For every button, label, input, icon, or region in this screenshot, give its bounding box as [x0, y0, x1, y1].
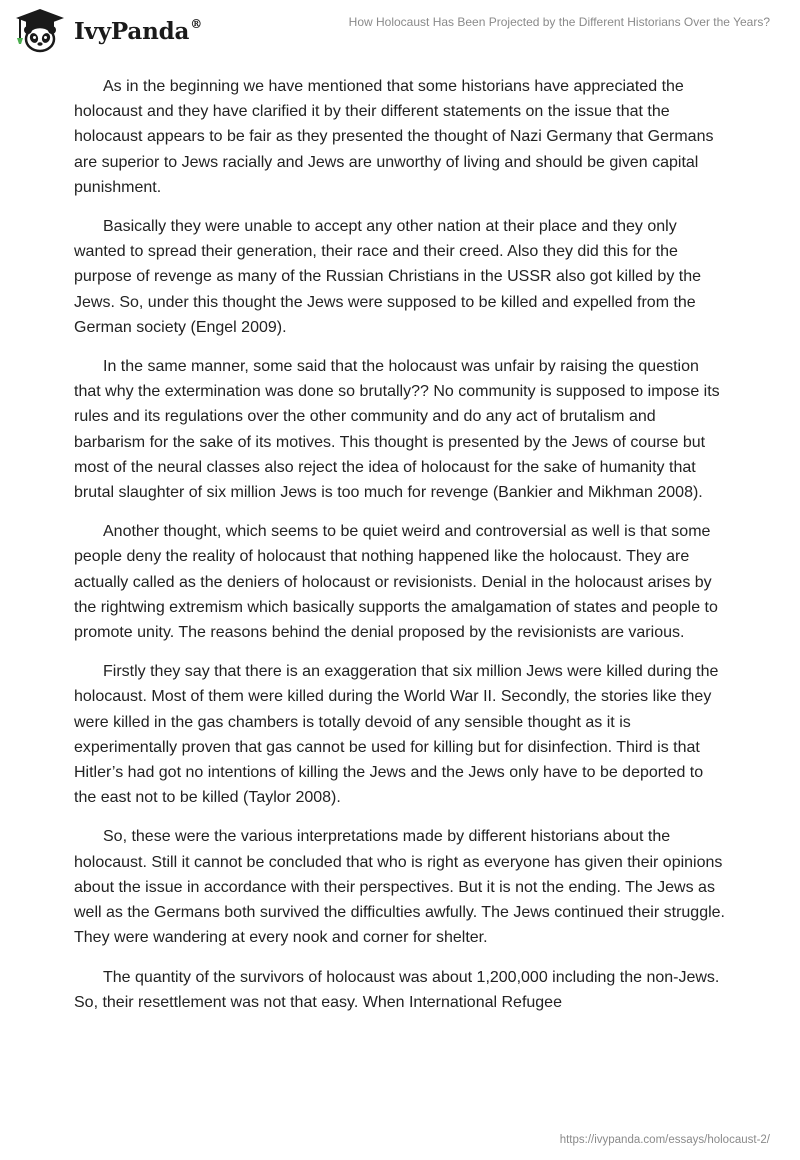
registered-mark: ® — [190, 16, 202, 31]
paragraph: Basically they were unable to accept any other nation at their place and they only wanted to spread their generation, their race and their creed. Also they did this for the purpose of revenge as many of the Russian Christians in the USSR also got killed by the Jews. So, under this thought the Jews were supposed to be killed and expelled from the German society (Engel 2009). — [74, 218, 701, 336]
paragraph: Firstly they say that there is an exaggeration that six million Jews were killed during the holocaust. Most of them were killed during the World War II. Secondly, the stories like they were killed in the gas chambers is totally devoid of any sensible thought as it is experimentally proven that gas cannot be used for killing but for disinfection. Third is that Hitler’s had got no intentions of killing the Jews and the Jews only have to be deported to the east not to be killed (Taylor 2008). — [74, 663, 719, 807]
source-url[interactable]: https://ivypanda.com/essays/holocaust-2/ — [559, 1134, 770, 1146]
page-header — [0, 0, 800, 60]
paragraph: In the same manner, some said that the holocaust was unfair by raising the question that why the extermination was done so brutally?? No community is supposed to impose its rules and its regulations over the other community and do any act of brutalism and barbarism for the sake of its motives. This thought is presented by the Jews of course but most of the neural classes also reject the idea of holocaust for the sake of humanity that brutal slaughter of six million Jews is too much for revenge (Bankier and Mikhman 2008). — [74, 358, 720, 502]
graduation-cap-panda-icon — [12, 6, 68, 54]
brand-name: IvyPanda® — [74, 16, 202, 45]
paragraph: The quantity of the survivors of holocaust was about 1,200,000 including the non-Jews. So, their resettlement was not that easy. When International Refugee — [74, 968, 720, 1011]
paragraph: So, these were the various interpretations made by different historians about the holocaust. Still it cannot be concluded that who is right as everyone has given their opinions about the issue in accordance with their perspectives. But it is not the ending. The Jews as well as the Germans both survived the difficulties awfully. The Jews continued their struggle. They were wandering at every nook and corner for shelter. — [74, 828, 725, 947]
essay-body — [74, 74, 726, 1029]
paragraph: Another thought, which seems to be quiet weird and controversial as well is that some people deny the reality of holocaust that nothing happened like the holocaust. They are actually called as the deniers of holocaust or revisionists. Denial in the holocaust arises by the rightwing extremism which basically supports the amalgamation of states and people to promote unity. The reasons behind the denial proposed by the revisionists are various. — [74, 523, 718, 642]
document-title: How Holocaust Has Been Projected by the Different Historians Over the Years? — [348, 15, 770, 29]
paragraph: As in the beginning we have mentioned that some historians have appreciated the holocaust and they have clarified it by their different statements on the issue that the holocaust appears to be fair as they presented the thought of Nazi Germany that Germans are superior to Jews racially and Jews are unworthy of living and should be given capital punishment. — [74, 78, 714, 196]
ivypanda-logo[interactable] — [12, 6, 202, 54]
